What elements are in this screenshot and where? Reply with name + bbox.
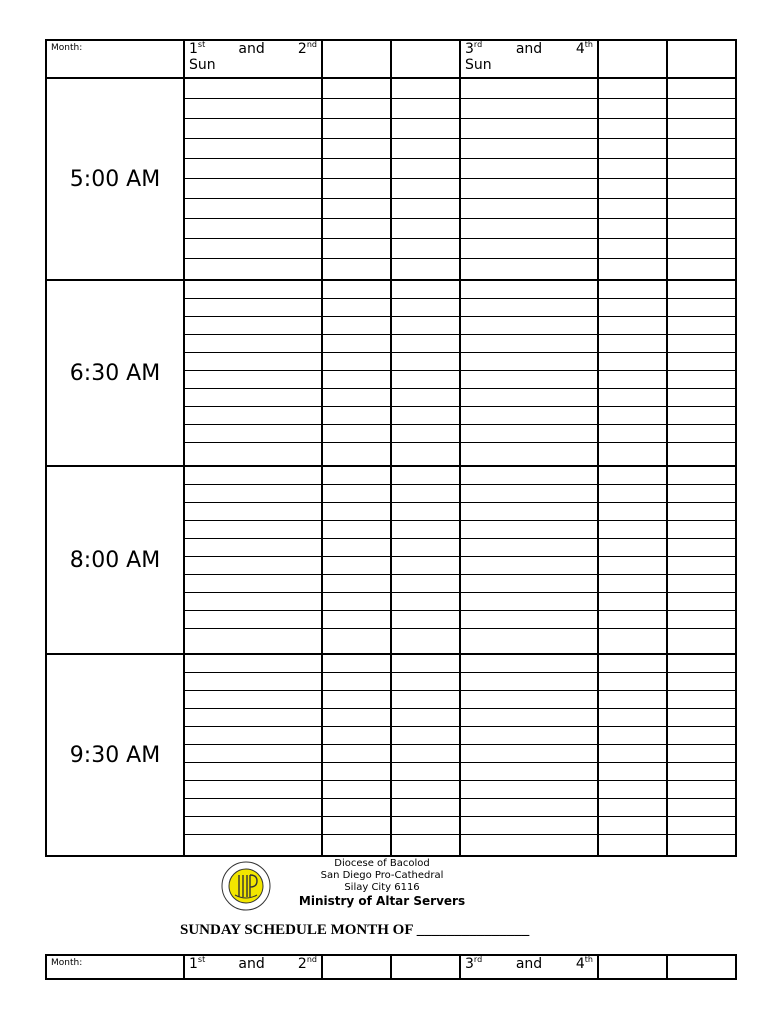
assignment-cell[interactable] <box>460 672 598 690</box>
assignment-cell[interactable] <box>667 708 736 726</box>
assignment-cell[interactable] <box>667 520 736 538</box>
assignment-cell[interactable] <box>391 762 460 780</box>
assignment-cell[interactable] <box>391 744 460 762</box>
assignment-cell[interactable] <box>598 816 667 834</box>
assignment-cell[interactable] <box>460 352 598 370</box>
assignment-cell[interactable] <box>598 610 667 628</box>
assignment-cell[interactable] <box>598 280 667 298</box>
assignment-cell[interactable] <box>598 138 667 158</box>
assignment-cell[interactable] <box>598 798 667 816</box>
assignment-cell[interactable] <box>322 352 391 370</box>
assignment-cell[interactable] <box>598 258 667 280</box>
blank-header-cell <box>322 40 391 78</box>
assignment-cell[interactable] <box>391 280 460 298</box>
assignment-cell[interactable] <box>391 520 460 538</box>
assignment-cell[interactable] <box>184 280 322 298</box>
month-label: Month: <box>46 40 184 78</box>
assignment-cell[interactable] <box>667 466 736 484</box>
assignment-cell[interactable] <box>460 466 598 484</box>
assignment-cell[interactable] <box>322 780 391 798</box>
assignment-cell[interactable] <box>667 370 736 388</box>
assignment-cell[interactable] <box>391 138 460 158</box>
assignment-cell[interactable] <box>667 198 736 218</box>
assignment-cell[interactable] <box>598 484 667 502</box>
third-fourth-sunday-header: 3rd and 4th <box>460 955 598 979</box>
assignment-cell[interactable] <box>460 370 598 388</box>
assignment-cell[interactable] <box>667 178 736 198</box>
assignment-cell[interactable] <box>460 502 598 520</box>
assignment-cell[interactable] <box>460 654 598 672</box>
assignment-cell[interactable] <box>460 316 598 334</box>
assignment-cell[interactable] <box>460 238 598 258</box>
assignment-cell[interactable] <box>667 258 736 280</box>
assignment-cell[interactable] <box>391 798 460 816</box>
assignment-cell[interactable] <box>322 406 391 424</box>
first-second-sunday-header: 1st and 2nd Sun <box>184 40 322 78</box>
assignment-cell[interactable] <box>667 484 736 502</box>
assignment-cell[interactable] <box>322 726 391 744</box>
assignment-cell[interactable] <box>184 556 322 574</box>
assignment-cell[interactable] <box>460 780 598 798</box>
assignment-cell[interactable] <box>667 78 736 98</box>
assignment-cell[interactable] <box>667 280 736 298</box>
assignment-cell[interactable] <box>460 406 598 424</box>
assignment-cell[interactable] <box>460 484 598 502</box>
assignment-cell[interactable] <box>322 466 391 484</box>
assignment-cell[interactable] <box>460 258 598 280</box>
assignment-cell[interactable] <box>460 178 598 198</box>
assignment-cell[interactable] <box>184 484 322 502</box>
assignment-cell[interactable] <box>667 406 736 424</box>
blank-header-cell <box>598 955 667 979</box>
assignment-cell[interactable] <box>391 198 460 218</box>
schedule-row <box>46 466 736 484</box>
assignment-cell[interactable] <box>460 158 598 178</box>
time-slot-label: 6:30 AM <box>46 280 184 466</box>
assignment-cell[interactable] <box>322 98 391 118</box>
assignment-cell[interactable] <box>391 388 460 406</box>
schedule-table <box>45 39 735 857</box>
first-second-sunday-header: 1st and 2nd <box>184 955 322 979</box>
assignment-cell[interactable] <box>391 502 460 520</box>
header-row <box>46 40 736 78</box>
assignment-cell[interactable] <box>460 574 598 592</box>
assignment-cell[interactable] <box>184 334 322 352</box>
assignment-cell[interactable] <box>667 298 736 316</box>
header-row <box>46 955 736 979</box>
schedule-row <box>46 78 736 98</box>
assignment-cell[interactable] <box>184 118 322 138</box>
assignment-cell[interactable] <box>667 654 736 672</box>
assignment-cell[interactable] <box>184 834 322 856</box>
assignment-cell[interactable] <box>598 834 667 856</box>
assignment-cell[interactable] <box>322 484 391 502</box>
assignment-cell[interactable] <box>667 816 736 834</box>
assignment-cell[interactable] <box>460 388 598 406</box>
assignment-cell[interactable] <box>184 744 322 762</box>
assignment-cell[interactable] <box>667 628 736 654</box>
schedule-row <box>46 280 736 298</box>
assignment-cell[interactable] <box>322 78 391 98</box>
blank-header-cell <box>391 40 460 78</box>
assignment-cell[interactable] <box>322 610 391 628</box>
assignment-cell[interactable] <box>184 520 322 538</box>
assignment-cell[interactable] <box>322 762 391 780</box>
assignment-cell[interactable] <box>184 672 322 690</box>
assignment-cell[interactable] <box>184 424 322 442</box>
assignment-cell[interactable] <box>667 538 736 556</box>
assignment-cell[interactable] <box>184 370 322 388</box>
assignment-cell[interactable] <box>322 158 391 178</box>
assignment-cell[interactable] <box>391 424 460 442</box>
assignment-cell[interactable] <box>391 538 460 556</box>
diocese-name: Diocese of Bacolod <box>334 858 430 869</box>
assignment-cell[interactable] <box>322 118 391 138</box>
assignment-cell[interactable] <box>184 138 322 158</box>
assignment-cell[interactable] <box>460 762 598 780</box>
assignment-cell[interactable] <box>322 556 391 574</box>
assignment-cell[interactable] <box>322 178 391 198</box>
assignment-cell[interactable] <box>184 690 322 708</box>
assignment-cell[interactable] <box>667 592 736 610</box>
assignment-cell[interactable] <box>391 158 460 178</box>
assignment-cell[interactable] <box>460 298 598 316</box>
assignment-cell[interactable] <box>322 198 391 218</box>
assignment-cell[interactable] <box>667 334 736 352</box>
assignment-cell[interactable] <box>667 138 736 158</box>
assignment-cell[interactable] <box>322 574 391 592</box>
assignment-cell[interactable] <box>667 502 736 520</box>
assignment-cell[interactable] <box>598 672 667 690</box>
blank-header-cell <box>391 955 460 979</box>
assignment-cell[interactable] <box>598 556 667 574</box>
assignment-cell[interactable] <box>391 316 460 334</box>
time-slot-label: 9:30 AM <box>46 654 184 856</box>
assignment-cell[interactable] <box>598 442 667 466</box>
assignment-cell[interactable] <box>322 280 391 298</box>
assignment-cell[interactable] <box>460 78 598 98</box>
city-name: Silay City 6116 <box>344 882 420 893</box>
assignment-cell[interactable] <box>460 708 598 726</box>
assignment-cell[interactable] <box>667 118 736 138</box>
assignment-cell[interactable] <box>184 780 322 798</box>
assignment-cell[interactable] <box>184 388 322 406</box>
assignment-cell[interactable] <box>667 98 736 118</box>
assignment-cell[interactable] <box>460 610 598 628</box>
assignment-cell[interactable] <box>391 780 460 798</box>
assignment-cell[interactable] <box>322 316 391 334</box>
assignment-cell[interactable] <box>184 178 322 198</box>
assignment-cell[interactable] <box>391 118 460 138</box>
assignment-cell[interactable] <box>667 762 736 780</box>
assignment-cell[interactable] <box>391 466 460 484</box>
assignment-cell[interactable] <box>184 726 322 744</box>
assignment-cell[interactable] <box>460 442 598 466</box>
assignment-cell[interactable] <box>322 138 391 158</box>
assignment-cell[interactable] <box>322 388 391 406</box>
assignment-cell[interactable] <box>391 98 460 118</box>
assignment-cell[interactable] <box>322 424 391 442</box>
assignment-cell[interactable] <box>598 298 667 316</box>
assignment-cell[interactable] <box>322 238 391 258</box>
assignment-cell[interactable] <box>184 218 322 238</box>
assignment-cell[interactable] <box>184 502 322 520</box>
assignment-cell[interactable] <box>184 762 322 780</box>
assignment-cell[interactable] <box>460 834 598 856</box>
assignment-cell[interactable] <box>391 574 460 592</box>
assignment-cell[interactable] <box>391 654 460 672</box>
next-schedule-table-header <box>45 954 735 980</box>
assignment-cell[interactable] <box>460 424 598 442</box>
blank-header-cell <box>667 955 736 979</box>
assignment-cell[interactable] <box>598 690 667 708</box>
assignment-cell[interactable] <box>460 280 598 298</box>
assignment-cell[interactable] <box>184 628 322 654</box>
assignment-cell[interactable] <box>184 406 322 424</box>
assignment-cell[interactable] <box>667 798 736 816</box>
assignment-cell[interactable] <box>322 690 391 708</box>
assignment-cell[interactable] <box>322 592 391 610</box>
assignment-cell[interactable] <box>391 690 460 708</box>
month-label: Month: <box>46 955 184 979</box>
assignment-cell[interactable] <box>598 466 667 484</box>
assignment-cell[interactable] <box>184 298 322 316</box>
assignment-cell[interactable] <box>598 780 667 798</box>
assignment-cell[interactable] <box>391 78 460 98</box>
assignment-cell[interactable] <box>460 592 598 610</box>
time-slot-label: 8:00 AM <box>46 466 184 654</box>
assignment-cell[interactable] <box>667 744 736 762</box>
assignment-cell[interactable] <box>598 654 667 672</box>
assignment-cell[interactable] <box>460 556 598 574</box>
assignment-cell[interactable] <box>598 118 667 138</box>
assignment-cell[interactable] <box>598 218 667 238</box>
assignment-cell[interactable] <box>322 298 391 316</box>
schedule-title: SUNDAY SCHEDULE MONTH OF _______________ <box>180 922 530 938</box>
blank-header-cell <box>322 955 391 979</box>
assignment-cell[interactable] <box>460 218 598 238</box>
assignment-cell[interactable] <box>598 352 667 370</box>
assignment-cell[interactable] <box>667 158 736 178</box>
assignment-cell[interactable] <box>391 672 460 690</box>
organization-block <box>282 858 482 908</box>
assignment-cell[interactable] <box>184 442 322 466</box>
assignment-cell[interactable] <box>391 726 460 744</box>
assignment-cell[interactable] <box>667 574 736 592</box>
assignment-cell[interactable] <box>322 816 391 834</box>
assignment-cell[interactable] <box>184 158 322 178</box>
assignment-cell[interactable] <box>598 744 667 762</box>
assignment-cell[interactable] <box>184 708 322 726</box>
assignment-cell[interactable] <box>391 592 460 610</box>
assignment-cell[interactable] <box>391 556 460 574</box>
assignment-cell[interactable] <box>460 520 598 538</box>
assignment-cell[interactable] <box>184 654 322 672</box>
assignment-cell[interactable] <box>598 178 667 198</box>
assignment-cell[interactable] <box>322 334 391 352</box>
assignment-cell[interactable] <box>322 258 391 280</box>
assignment-cell[interactable] <box>184 258 322 280</box>
assignment-cell[interactable] <box>598 158 667 178</box>
schedule-row <box>46 654 736 672</box>
assignment-cell[interactable] <box>598 574 667 592</box>
assignment-cell[interactable] <box>184 538 322 556</box>
assignment-cell[interactable] <box>667 556 736 574</box>
ministry-seal-logo <box>221 861 271 911</box>
assignment-cell[interactable] <box>460 198 598 218</box>
assignment-cell[interactable] <box>391 370 460 388</box>
assignment-cell[interactable] <box>322 798 391 816</box>
assignment-cell[interactable] <box>391 258 460 280</box>
assignment-cell[interactable] <box>598 628 667 654</box>
assignment-cell[interactable] <box>598 592 667 610</box>
time-slot-label: 5:00 AM <box>46 78 184 280</box>
assignment-cell[interactable] <box>391 816 460 834</box>
assignment-cell[interactable] <box>322 218 391 238</box>
assignment-cell[interactable] <box>322 538 391 556</box>
assignment-cell[interactable] <box>184 316 322 334</box>
assignment-cell[interactable] <box>391 298 460 316</box>
ministry-name: Ministry of Altar Servers <box>298 894 466 908</box>
blank-header-cell <box>667 40 736 78</box>
assignment-cell[interactable] <box>598 520 667 538</box>
assignment-cell[interactable] <box>667 352 736 370</box>
assignment-cell[interactable] <box>598 538 667 556</box>
schedule-grid <box>45 39 737 857</box>
assignment-cell[interactable] <box>667 238 736 258</box>
assignment-cell[interactable] <box>322 520 391 538</box>
assignment-cell[interactable] <box>460 690 598 708</box>
assignment-cell[interactable] <box>598 316 667 334</box>
assignment-cell[interactable] <box>460 538 598 556</box>
assignment-cell[interactable] <box>184 798 322 816</box>
assignment-cell[interactable] <box>598 406 667 424</box>
assignment-cell[interactable] <box>184 574 322 592</box>
assignment-cell[interactable] <box>391 178 460 198</box>
assignment-cell[interactable] <box>184 198 322 218</box>
assignment-cell[interactable] <box>184 466 322 484</box>
assignment-cell[interactable] <box>184 610 322 628</box>
assignment-cell[interactable] <box>667 442 736 466</box>
assignment-cell[interactable] <box>391 352 460 370</box>
blank-header-cell <box>598 40 667 78</box>
assignment-cell[interactable] <box>460 334 598 352</box>
assignment-cell[interactable] <box>391 610 460 628</box>
assignment-cell[interactable] <box>322 654 391 672</box>
assignment-cell[interactable] <box>667 690 736 708</box>
cathedral-name: San Diego Pro-Cathedral <box>320 870 444 881</box>
assignment-cell[interactable] <box>598 726 667 744</box>
assignment-cell[interactable] <box>184 352 322 370</box>
assignment-cell[interactable] <box>460 798 598 816</box>
assignment-cell[interactable] <box>391 628 460 654</box>
assignment-cell[interactable] <box>667 726 736 744</box>
assignment-cell[interactable] <box>322 370 391 388</box>
assignment-cell[interactable] <box>322 628 391 654</box>
assignment-cell[interactable] <box>460 98 598 118</box>
assignment-cell[interactable] <box>184 78 322 98</box>
assignment-cell[interactable] <box>391 218 460 238</box>
assignment-cell[interactable] <box>184 98 322 118</box>
next-schedule-grid <box>45 954 737 980</box>
assignment-cell[interactable] <box>667 316 736 334</box>
assignment-cell[interactable] <box>667 780 736 798</box>
assignment-cell[interactable] <box>460 726 598 744</box>
assignment-cell[interactable] <box>460 628 598 654</box>
assignment-cell[interactable] <box>667 424 736 442</box>
assignment-cell[interactable] <box>598 198 667 218</box>
assignment-cell[interactable] <box>391 708 460 726</box>
assignment-cell[interactable] <box>322 834 391 856</box>
assignment-cell[interactable] <box>322 442 391 466</box>
assignment-cell[interactable] <box>322 672 391 690</box>
assignment-cell[interactable] <box>391 238 460 258</box>
assignment-cell[interactable] <box>460 816 598 834</box>
assignment-cell[interactable] <box>598 238 667 258</box>
assignment-cell[interactable] <box>598 78 667 98</box>
assignment-cell[interactable] <box>667 218 736 238</box>
assignment-cell[interactable] <box>184 238 322 258</box>
assignment-cell[interactable] <box>667 610 736 628</box>
assignment-cell[interactable] <box>598 502 667 520</box>
assignment-cell[interactable] <box>598 708 667 726</box>
third-fourth-sunday-header: 3rd and 4th Sun <box>460 40 598 78</box>
assignment-cell[interactable] <box>667 672 736 690</box>
assignment-cell[interactable] <box>391 334 460 352</box>
assignment-cell[interactable] <box>460 118 598 138</box>
assignment-cell[interactable] <box>391 834 460 856</box>
assignment-cell[interactable] <box>598 762 667 780</box>
assignment-cell[interactable] <box>667 388 736 406</box>
assignment-cell[interactable] <box>598 424 667 442</box>
assignment-cell[interactable] <box>460 744 598 762</box>
assignment-cell[interactable] <box>184 592 322 610</box>
assignment-cell[interactable] <box>598 388 667 406</box>
assignment-cell[interactable] <box>322 708 391 726</box>
assignment-cell[interactable] <box>598 370 667 388</box>
assignment-cell[interactable] <box>391 406 460 424</box>
assignment-cell[interactable] <box>460 138 598 158</box>
assignment-cell[interactable] <box>184 816 322 834</box>
assignment-cell[interactable] <box>598 98 667 118</box>
assignment-cell[interactable] <box>667 834 736 856</box>
assignment-cell[interactable] <box>598 334 667 352</box>
assignment-cell[interactable] <box>322 744 391 762</box>
assignment-cell[interactable] <box>391 442 460 466</box>
assignment-cell[interactable] <box>391 484 460 502</box>
assignment-cell[interactable] <box>322 502 391 520</box>
